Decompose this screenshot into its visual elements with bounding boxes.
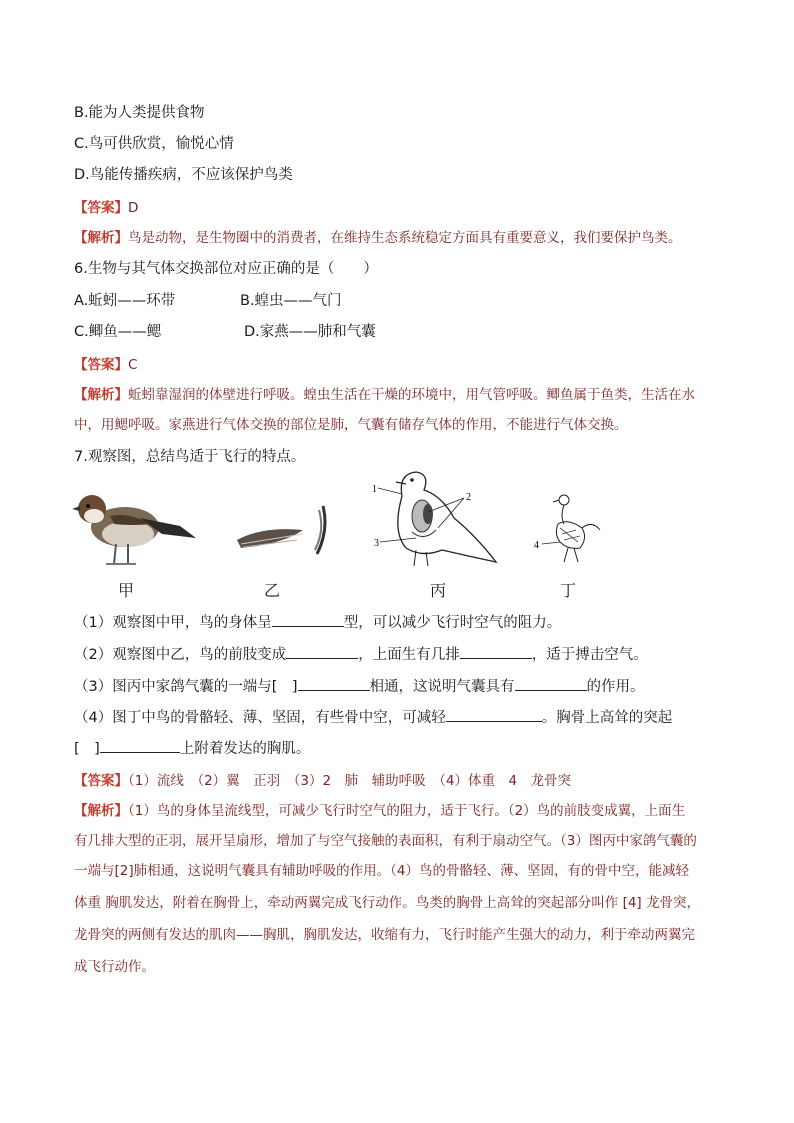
- answer-tag: 【答案】: [74, 773, 128, 789]
- q6-stem: 6.生物与其气体交换部位对应正确的是（ ）: [74, 261, 378, 277]
- analysis-tag: 【解析】: [74, 387, 128, 403]
- analysis-text: 鸟是动物，是生物圈中的消费者，在维持生态系统稳定方面具有重要意义，我们要保护鸟类。: [128, 230, 682, 246]
- fig-number-3: 3: [374, 538, 379, 549]
- blank[interactable]: [286, 644, 358, 659]
- q6-answer: [74, 353, 137, 373]
- answer-tag: 【答案】: [74, 200, 128, 216]
- q7-stem: 7.观察图，总结鸟适于飞行的特点。: [74, 449, 306, 465]
- q7-sub2: （2）观察图中乙，鸟的前肢变成 ，上面生有几排 ，适于搏击空气。: [74, 643, 648, 664]
- q7-sub4-line2: [ ] 上附着发达的胸肌。: [74, 737, 310, 758]
- fig-label-bing: 丙: [430, 581, 447, 600]
- analysis-tag: 【解析】: [74, 230, 128, 246]
- q6-option-b: B.蝗虫——气门: [240, 293, 342, 309]
- option-c: C.鸟可供欣赏，愉悦心情: [74, 136, 234, 152]
- blank[interactable]: [460, 644, 532, 659]
- fig-number-4: 4: [534, 540, 539, 551]
- fig-label-ding: 丁: [560, 581, 577, 600]
- fig-label-jia: 甲: [118, 581, 135, 600]
- analysis-tag: 【解析】: [74, 803, 128, 819]
- q7-analysis-line4: 体重 胸肌发达，附着在胸骨上，牵动两翼完成飞行动作。鸟类的胸骨上高耸的突起部分叫作 [4] 龙骨突，: [74, 895, 700, 911]
- figure-wing: [233, 500, 333, 560]
- q7-analysis-line5: 龙骨突的两侧有发达的肌肉——胸肌，胸肌发达，收缩有力，飞行时能产生强大的动力，利于牵动两翼完: [74, 927, 695, 943]
- answer-text: C: [128, 357, 138, 373]
- blank[interactable]: [298, 676, 370, 691]
- blank[interactable]: [272, 612, 344, 627]
- q7-sub1: （1）观察图中甲，鸟的身体呈 型，可以减少飞行时空气的阻力。: [74, 611, 561, 632]
- q7-answer: [74, 769, 571, 789]
- q6-analysis-line1: [74, 383, 695, 403]
- fig-label-yi: 乙: [264, 581, 281, 600]
- figure-pigeon-anatomy: [372, 466, 502, 578]
- q7-analysis-line3: 一端与[2]肺相通，这说明气囊具有辅助呼吸的作用。（4）鸟的骨骼轻、薄、坚固，有的骨中空，能减轻: [74, 863, 689, 879]
- option-b: B.能为人类提供食物: [74, 105, 205, 121]
- blank[interactable]: [446, 707, 542, 722]
- q7-analysis-line2: 有几排大型的正羽，展开呈扇形，增加了与空气接触的表面积，有利于扇动空气。（3）图丙中家鸽气囊的: [74, 833, 697, 849]
- q6-option-a: A.蚯蚓——环带: [74, 293, 176, 309]
- figure-sparrow: [70, 482, 200, 572]
- answer-text: （1）流线 （2）翼 正羽 （3）2 肺 辅助呼吸 （4）体重 4 龙骨突: [128, 773, 572, 789]
- fig-number-1: 1: [372, 484, 377, 495]
- q7-analysis-line1: [74, 799, 685, 819]
- q6-option-d: D.家燕——肺和气囊: [244, 324, 376, 340]
- answer-text: D: [128, 200, 139, 216]
- q6-analysis-line2: 中，用鳃呼吸。家燕进行气体交换的部位是肺，气囊有储存气体的作用，不能进行气体交换。: [74, 417, 628, 433]
- q5-answer: [74, 196, 138, 216]
- q5-analysis: [74, 226, 682, 246]
- q7-sub4-line1: （4）图丁中鸟的骨骼轻、薄、坚固，有些骨中空，可减轻 。胸骨上高耸的突起: [74, 706, 672, 727]
- q7-analysis-line6: 成飞行动作。: [74, 959, 155, 975]
- option-d: D.鸟能传播疾病，不应该保护鸟类: [74, 167, 293, 183]
- analysis-text: （1）鸟的身体呈流线型，可减少飞行时空气的阻力，适于飞行。（2）鸟的前肢变成翼，上面生: [128, 803, 686, 819]
- q7-sub3: （3）图丙中家鸽气囊的一端与[ ] 相通，这说明气囊具有 的作用。: [74, 675, 645, 696]
- fig-number-2: 2: [466, 492, 471, 503]
- blank[interactable]: [515, 676, 587, 691]
- figure-skeleton: [530, 490, 610, 570]
- answer-tag: 【答案】: [74, 357, 128, 373]
- q6-option-c: C.鲫鱼——鳃: [74, 324, 162, 340]
- analysis-text: 蚯蚓靠湿润的体壁进行呼吸。蝗虫生活在干燥的环境中，用气管呼吸。鲫鱼属于鱼类，生活在水: [128, 387, 695, 403]
- blank[interactable]: [100, 738, 180, 753]
